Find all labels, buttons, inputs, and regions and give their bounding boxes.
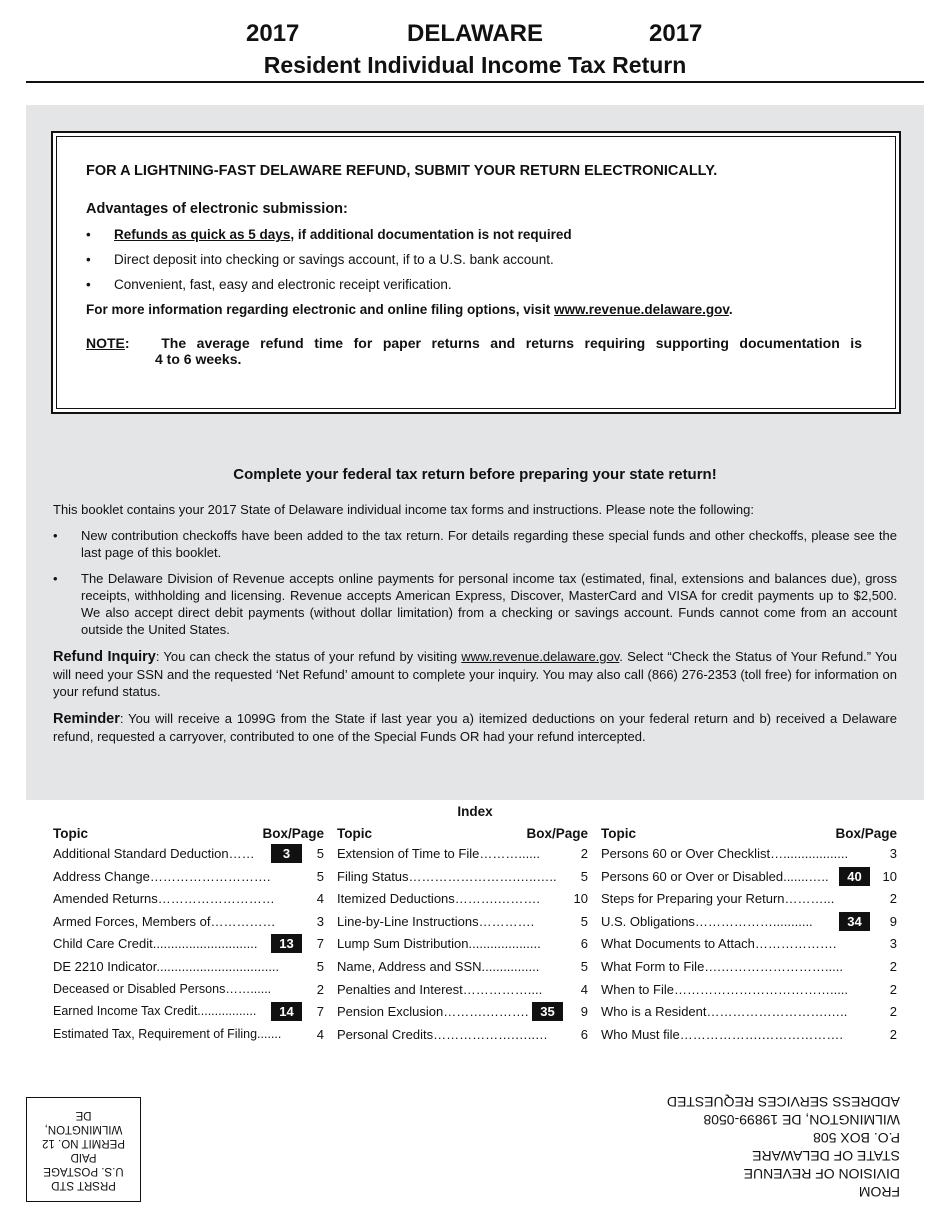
advantages-title: Advantages of electronic submission: (86, 201, 348, 217)
index-topic: U.S. Obligations………………........... (601, 913, 813, 929)
index-page-number: 5 (316, 846, 324, 861)
return-address (650, 1093, 900, 1201)
index-entry (337, 914, 588, 937)
index-topic: Persons 60 or Over or Disabled.......….. (601, 868, 829, 884)
index-entry (53, 846, 324, 869)
index-page-number: 2 (889, 1004, 897, 1020)
refund-status-link[interactable]: www.revenue.delaware.gov (461, 649, 620, 664)
index-entry (601, 869, 897, 892)
index-page-number: 9 (580, 1004, 588, 1020)
boxpage-header: Box/Page (262, 826, 324, 841)
index-topic: Estimated Tax, Requirement of Filing....... (53, 1026, 282, 1041)
refund-inquiry: Refund Inquiry: You can check the status of your refund by visiting www.revenue.delaware.gov. Select “Check the Status of Your Refund.” You will need your SSN and the requested ‘Net Refund’ amount to complete your inquiry. You may also call (866) 276-2353 (toll free) for information on your refund status. (53, 649, 897, 699)
note-item: • The Delaware Division of Revenue accepts online payments for personal income tax (estimated, final, extensions and balances due), gross receipts, withholding and licensing. Revenue accepts American Express, Discover, MasterCard and VISA for credit payments up to $2,500. We also accept direct debit payments (without dollar limitation) from a checking or savings account. Funds cannot come from an account outside the United States. (53, 571, 897, 637)
bullet-icon: • (86, 227, 91, 242)
index-page-number: 6 (580, 936, 588, 952)
index-entry (337, 1027, 588, 1050)
index-topic: Steps for Preparing your Return………... (601, 891, 835, 907)
index-entry (337, 846, 588, 869)
index-page-number: 5 (316, 868, 324, 884)
index-entry (53, 936, 324, 959)
index-page-number: 2 (316, 981, 324, 997)
index-page-number: 2 (580, 846, 588, 861)
stamp-line: PAID (70, 1151, 97, 1163)
index-box-number: 35 (532, 1002, 563, 1021)
index-entry (601, 891, 897, 914)
promo-headline: FOR A LIGHTNING-FAST DELAWARE REFUND, SUBMIT YOUR RETURN ELECTRONICALLY. (86, 163, 718, 179)
index-page-number: 4 (316, 1026, 324, 1042)
return-address-line: STATE OF DELAWARE (752, 1148, 900, 1164)
index-title: Index (457, 804, 493, 819)
index-column-2 (337, 826, 588, 1049)
reminder: Reminder: You will receive a 1099G from the State if last year you a) itemized deductions on your federal return and b) received a Delaware refund, requested a carryover, contributed to one of the Special Funds OR had your refund intercepted. (53, 711, 897, 744)
index-box-number: 3 (271, 844, 302, 863)
index-topic: Address Change………………………. (53, 868, 271, 884)
year-left: 2017 (246, 20, 300, 47)
index-topic: When to File………………………………..... (601, 981, 849, 997)
index-entry (601, 1027, 897, 1050)
index-entry (337, 869, 588, 892)
index-topic: What Form to File….……………………..... (601, 958, 843, 974)
index-page-number: 4 (316, 891, 324, 907)
index-page-number: 4 (580, 981, 588, 997)
index-column-1 (53, 826, 324, 1049)
index-page-number: 3 (889, 846, 897, 861)
index-entry (53, 1004, 324, 1027)
index-page-number: 9 (889, 913, 897, 929)
booklet-notes (53, 501, 897, 745)
state-title: DELAWARE (406, 20, 543, 47)
complete-federal-first: Complete your federal tax return before preparing your state return! (233, 466, 717, 483)
index-topic: Child Care Credit............................. (53, 936, 258, 952)
return-address-line: FROM (858, 1184, 900, 1200)
index-topic: Line-by-Line Instructions…………. (337, 913, 535, 929)
index-page-number: 2 (889, 891, 897, 907)
advantage-item: • Convenient, fast, easy and electronic receipt verification. (86, 277, 452, 292)
more-info: For more information regarding electronic and online filing options, visit www.revenue.delaware.gov. (86, 302, 733, 317)
revenue-website-link[interactable]: www.revenue.delaware.gov (554, 302, 729, 317)
index-entry (337, 936, 588, 959)
index-topic: Lump Sum Distribution.................... (337, 936, 541, 952)
year-right: 2017 (649, 20, 703, 47)
index-page-number: 6 (580, 1026, 588, 1042)
boxpage-header: Box/Page (835, 826, 897, 841)
return-address-line: ADDRESS SERVICES REQUESTED (666, 1094, 900, 1110)
index-topic: Filing Status…………………….…..….. (337, 868, 557, 884)
bullet-icon: • (86, 277, 91, 292)
index-topic: Name, Address and SSN................ (337, 958, 540, 974)
index-entry (53, 891, 324, 914)
page-subtitle: Resident Individual Income Tax Return (263, 52, 687, 78)
refund-time-note: NOTE: The average refund time for paper returns and returns requiring supporting documentation is 4 to 6 weeks. (86, 335, 862, 367)
index-topic: What Documents to Attach………………. (601, 936, 837, 952)
index-topic: Earned Income Tax Credit................. (53, 1004, 257, 1019)
page-header (0, 20, 950, 79)
index-entry (53, 914, 324, 937)
index-page-number: 2 (889, 981, 897, 997)
stamp-line: PRSRT STD (51, 1179, 116, 1191)
note-item: • New contribution checkoffs have been added to the tax return. For details regarding these special funds and other checkoffs, please see the last page of this booklet. (53, 528, 897, 560)
efile-promo-box (51, 131, 901, 414)
index-box-number: 34 (839, 912, 870, 931)
index-entry (601, 936, 897, 959)
index-topic: Pension Exclusion……….………. (337, 1004, 529, 1020)
index-entry (601, 982, 897, 1005)
index-box-number: 14 (271, 1002, 302, 1021)
index-entry (337, 891, 588, 914)
header-rule (26, 81, 924, 83)
index-topic: Persons 60 or Over Checklist….................. (601, 846, 849, 861)
index-entry (53, 1027, 324, 1050)
index-entry (53, 959, 324, 982)
index-entry (337, 959, 588, 982)
index-topic: Who Must file……………….………………. (601, 1026, 843, 1042)
index-entry (53, 869, 324, 892)
index-topic: Deceased or Disabled Persons……...... (53, 981, 272, 996)
index-page-number: 7 (316, 936, 324, 952)
index-page-number: 5 (316, 958, 324, 974)
stamp-line: PERMIT NO. 12 (42, 1137, 125, 1149)
index-entry (601, 846, 897, 869)
index-entry (337, 1004, 588, 1027)
bullet-icon: • (86, 252, 91, 267)
boxpage-header: Box/Page (526, 826, 588, 841)
index-page-number: 5 (580, 958, 588, 974)
bullet-icon: • (53, 528, 58, 543)
stamp-line: DE (75, 1109, 92, 1121)
topic-header: Topic (53, 826, 88, 841)
index-topic: Extension of Time to File………...... (337, 846, 541, 861)
index-topic: Personal Credits……………….…..… (337, 1026, 548, 1042)
index-page-number: 5 (580, 913, 588, 929)
index-topic: Penalties and Interest…………….... (337, 981, 543, 997)
index-entry (601, 1004, 897, 1027)
index-page-number: 7 (316, 1004, 324, 1020)
return-address-line: DIVISION OF REVENUE (743, 1166, 900, 1182)
index-page-number: 3 (889, 936, 897, 952)
index-entry (53, 982, 324, 1005)
index-page-number: 2 (889, 958, 897, 974)
advantage-item: • Direct deposit into checking or savings account, if to a U.S. bank account. (86, 252, 554, 267)
return-address-line: WILMINGTON, DE 19899-0508 (703, 1112, 900, 1128)
index-topic: Additional Standard Deduction…… (53, 846, 255, 861)
return-address-line: P.O. BOX 508 (813, 1130, 900, 1146)
stamp-line: U.S. POSTAGE (43, 1165, 124, 1177)
topic-header: Topic (337, 826, 372, 841)
index-box-number: 13 (271, 934, 302, 953)
index-topic: Armed Forces, Members of…………… (53, 913, 276, 929)
index-topic: Amended Returns……………………… (53, 891, 275, 907)
index-page-number: 10 (882, 868, 897, 884)
index-box-number: 40 (839, 867, 870, 886)
index-entry (601, 959, 897, 982)
topic-header: Topic (601, 826, 636, 841)
postage-stamp-box (26, 1097, 141, 1202)
intro-text: This booklet contains your 2017 State of Delaware individual income tax forms and instructions. Please note the following: (53, 502, 754, 517)
index-entry (337, 982, 588, 1005)
index-topic: Who is a Resident……………………….….. (601, 1004, 848, 1020)
index-page-number: 5 (580, 868, 588, 884)
index-topic: Itemized Deductions……….………. (337, 891, 541, 907)
index-page-number: 2 (889, 1026, 897, 1042)
stamp-line: WILMINGTON, (44, 1123, 123, 1135)
advantage-item: • Refunds as quick as 5 days, if additional documentation is not required (86, 227, 572, 242)
index-page-number: 3 (316, 913, 324, 929)
index-page-number: 10 (573, 891, 588, 907)
bullet-icon: • (53, 571, 58, 586)
header-title-row (0, 20, 950, 50)
index-topic: DE 2210 Indicator.................................. (53, 958, 280, 974)
index-column-3 (601, 826, 897, 1049)
index-entry (601, 914, 897, 937)
